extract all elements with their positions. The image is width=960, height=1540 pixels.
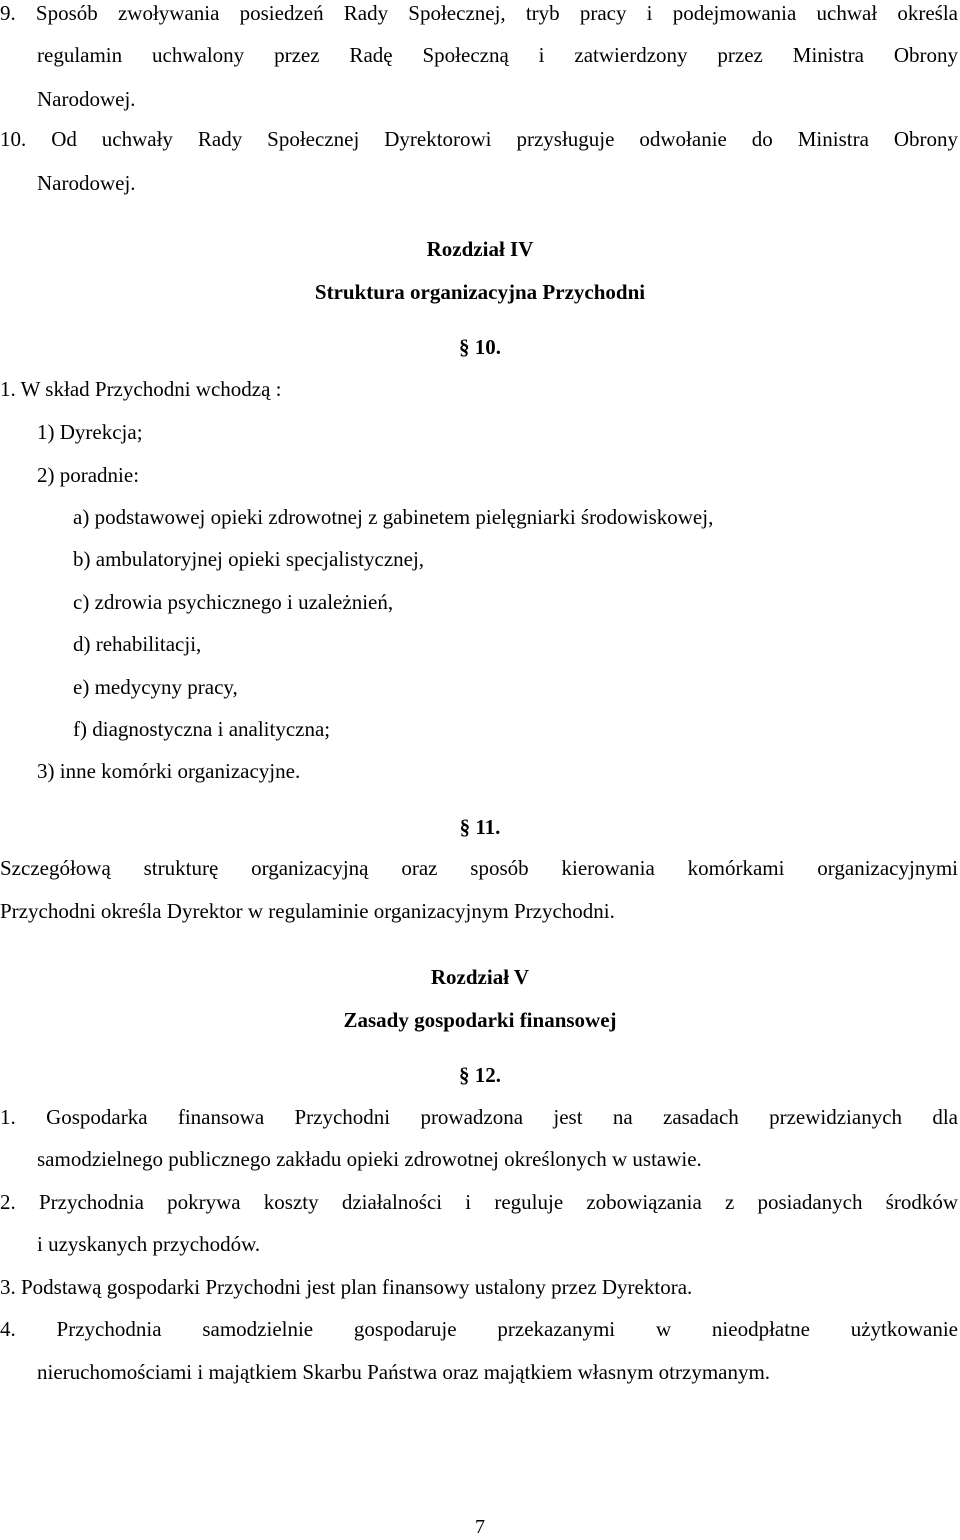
section-10-heading: § 10. [459,335,501,359]
section-10-intro: 1. W skład Przychodni wchodzą : [0,377,282,401]
section-11-heading: § 11. [459,815,501,839]
paragraph-9-line-2: regulamin uchwalony przez Radę Społeczną i zatwierdzony przez Ministra Obrony [37,43,958,67]
sublist-item-d: d) rehabilitacji, [73,632,202,656]
section-12-p4-line-1: 4. Przychodnia samodzielnie gospodaruje przekazanymi w nieodpłatne użytkowanie [0,1317,958,1341]
section-12-p4-line-2: nieruchomościami i majątkiem Skarbu Państwa oraz majątkiem własnym otrzymanym. [37,1360,771,1384]
section-12-heading: § 12. [459,1063,501,1087]
page-number: 7 [475,1516,485,1538]
section-12-p1-line-1: 1. Gospodarka finansowa Przychodni prowadzona jest na zasadach przewidzianych dla [0,1105,958,1129]
section-12-p2-line-2: i uzyskanych przychodów. [37,1232,261,1256]
chapter-4-subtitle: Struktura organizacyjna Przychodni [314,280,646,304]
sublist-item-e: e) medycyny pracy, [73,675,238,699]
section-12-p3: 3. Podstawą gospodarki Przychodni jest plan finansowy ustalony przez Dyrektora. [0,1275,693,1299]
section-12-p1-line-2: samodzielnego publicznego zakładu opieki zdrowotnej określonych w ustawie. [37,1147,702,1171]
list-item-inne: 3) inne komórki organizacyjne. [37,759,301,783]
sublist-item-f: f) diagnostyczna i analityczna; [73,717,331,741]
paragraph-9-line-3: Narodowej. [37,87,136,111]
paragraph-10-line-1: 10. Od uchwały Rady Społecznej Dyrektorowi przysługuje odwołanie do Ministra Obrony [0,127,958,151]
sublist-item-b: b) ambulatoryjnej opieki specjalistycznej, [73,547,425,571]
chapter-5-subtitle: Zasady gospodarki finansowej [343,1008,617,1032]
section-12-p2-line-1: 2. Przychodnia pokrywa koszty działalności i reguluje zobowiązania z posiadanych środków [0,1190,958,1214]
sublist-item-a: a) podstawowej opieki zdrowotnej z gabinetem pielęgniarki środowiskowej, [73,505,714,529]
paragraph-10-line-2: Narodowej. [37,171,136,195]
list-item-poradnie: 2) poradnie: [37,463,140,487]
paragraph-9-line-1: 9. Sposób zwoływania posiedzeń Rady Społecznej, tryb pracy i podejmowania uchwał określa [0,1,958,25]
chapter-4-title: Rozdział IV [426,237,534,261]
section-11-line-1: Szczegółową strukturę organizacyjną oraz sposób kierowania komórkami organizacyjnymi [0,856,958,880]
chapter-5-title: Rozdział V [430,965,530,989]
list-item-dyrekcja: 1) Dyrekcja; [37,420,143,444]
section-11-line-2: Przychodni określa Dyrektor w regulaminie organizacyjnym Przychodni. [0,899,615,923]
sublist-item-c: c) zdrowia psychicznego i uzależnień, [73,590,394,614]
